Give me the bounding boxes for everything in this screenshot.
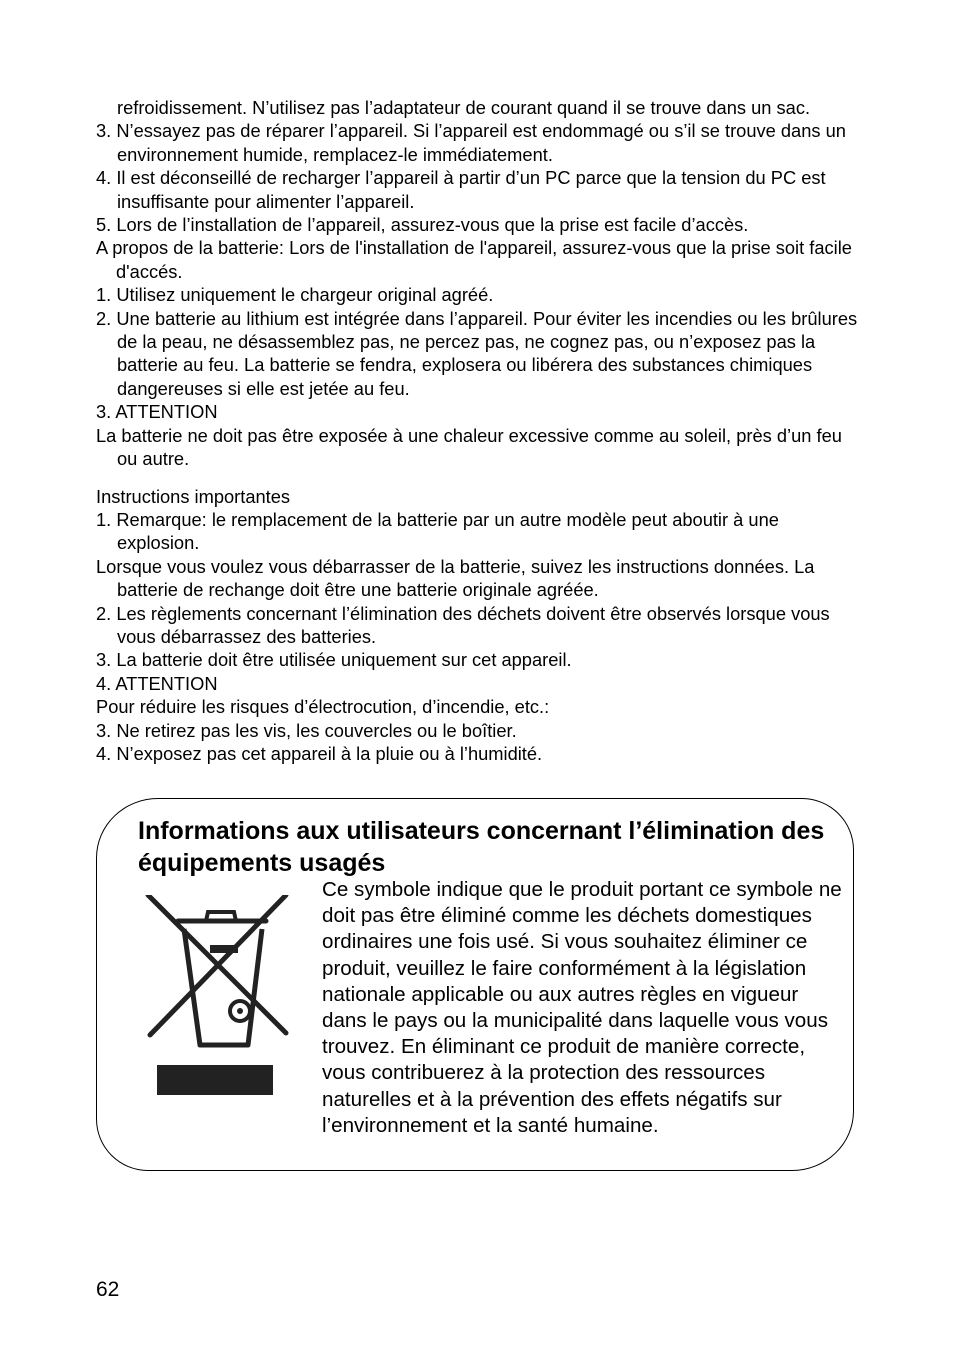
item-battery-replacement: 1. Remarque: le remplacement de la batterie par un autre modèle peut aboutir à une explosion.	[96, 508, 779, 554]
item-no-screws: 3. Ne retirez pas les vis, les couvercles ou le boîtier.	[96, 719, 517, 741]
item-pc-charging: 4. Il est déconseillé de recharger l’appareil à partir d’un PC parce que la tension du PC est insuffisante pour alimenter l’appareil.	[96, 167, 826, 212]
battery-intro: A propos de la batterie: Lors de l'installation de l'appareil, assurez-vous que la prise soit facile d'accés.	[96, 237, 852, 282]
document-body	[96, 96, 858, 765]
battery-heat-warning: La batterie ne doit pas être exposée à une chaleur excessive comme au soleil, près d’un feu ou autre.	[96, 424, 842, 470]
item-attention-3: 3. ATTENTION	[96, 401, 218, 423]
weee-box-text: Ce symbole indique que le produit portant ce symbole ne doit pas être éliminé comme les déchets domestiques ordinaires une fois usé. Si vous souhaitez éliminer ce produit, veuillez le faire conformément à la législation nationale applicable ou aux autres règles en vigueur dans le pays ou la municipalité dans laquelle vous vous trouvez. En éliminant ce produit de manière correcte, vous contribuerez à la protection des ressources naturelles et à la prévention des effets négatifs sur l’environnement et la santé humaine.	[322, 878, 842, 1137]
item-waste-regulations: 2. Les règlements concernant l’élimination des déchets doivent être observés lorsque vous vous débarrassez des batteries.	[96, 602, 830, 647]
risk-reduction-intro: Pour réduire les risques d’électrocution, d’incendie, etc.:	[96, 696, 550, 718]
crossed-out-wheelie-bin-icon	[134, 895, 304, 1117]
item-battery-device-only: 3. La batterie doit être utilisée uniquement sur cet appareil.	[96, 649, 572, 671]
item-no-rain: 4. N’exposez pas cet appareil à la pluie ou à l’humidité.	[96, 742, 543, 764]
page-number: 62	[96, 1278, 120, 1301]
paragraph-cooling-note: refroidissement. N’utilisez pas l’adaptateur de courant quand il se trouve dans un sac.	[117, 97, 811, 118]
item-original-charger: 1. Utilisez uniquement le chargeur original agréé.	[96, 284, 494, 306]
item-attention-4: 4. ATTENTION	[96, 672, 218, 694]
section-heading-important: Instructions importantes	[96, 485, 291, 507]
item-do-not-repair: 3. N’essayez pas de réparer l’appareil. Si l’appareil est endommagé ou s’il se trouve dans un environnement humide, remplacez-le immédiatement.	[96, 120, 846, 165]
item-lithium-battery: 2. Une batterie au lithium est intégrée dans l’appareil. Pour éviter les incendies ou les brûlures de la peau, ne désassemblez pas, ne percez pas, ne cognez pas, ou n’exposez pas la batterie au feu. La batterie se fendra, explosera ou libérera des substances chimiques dangereuses si elle est jetée au feu.	[96, 307, 858, 399]
weee-info-box	[96, 798, 854, 1171]
item-outlet-access: 5. Lors de l’installation de l’appareil, assurez-vous que la prise est facile d’accès.	[96, 214, 749, 236]
weee-box-title: Informations aux utilisateurs concernant l’élimination des équipements usagés	[138, 817, 825, 877]
battery-disposal-note: Lorsque vous voulez vous débarrasser de la batterie, suivez les instructions données. La batterie de rechange doit être une batterie originale agréée.	[96, 555, 815, 601]
